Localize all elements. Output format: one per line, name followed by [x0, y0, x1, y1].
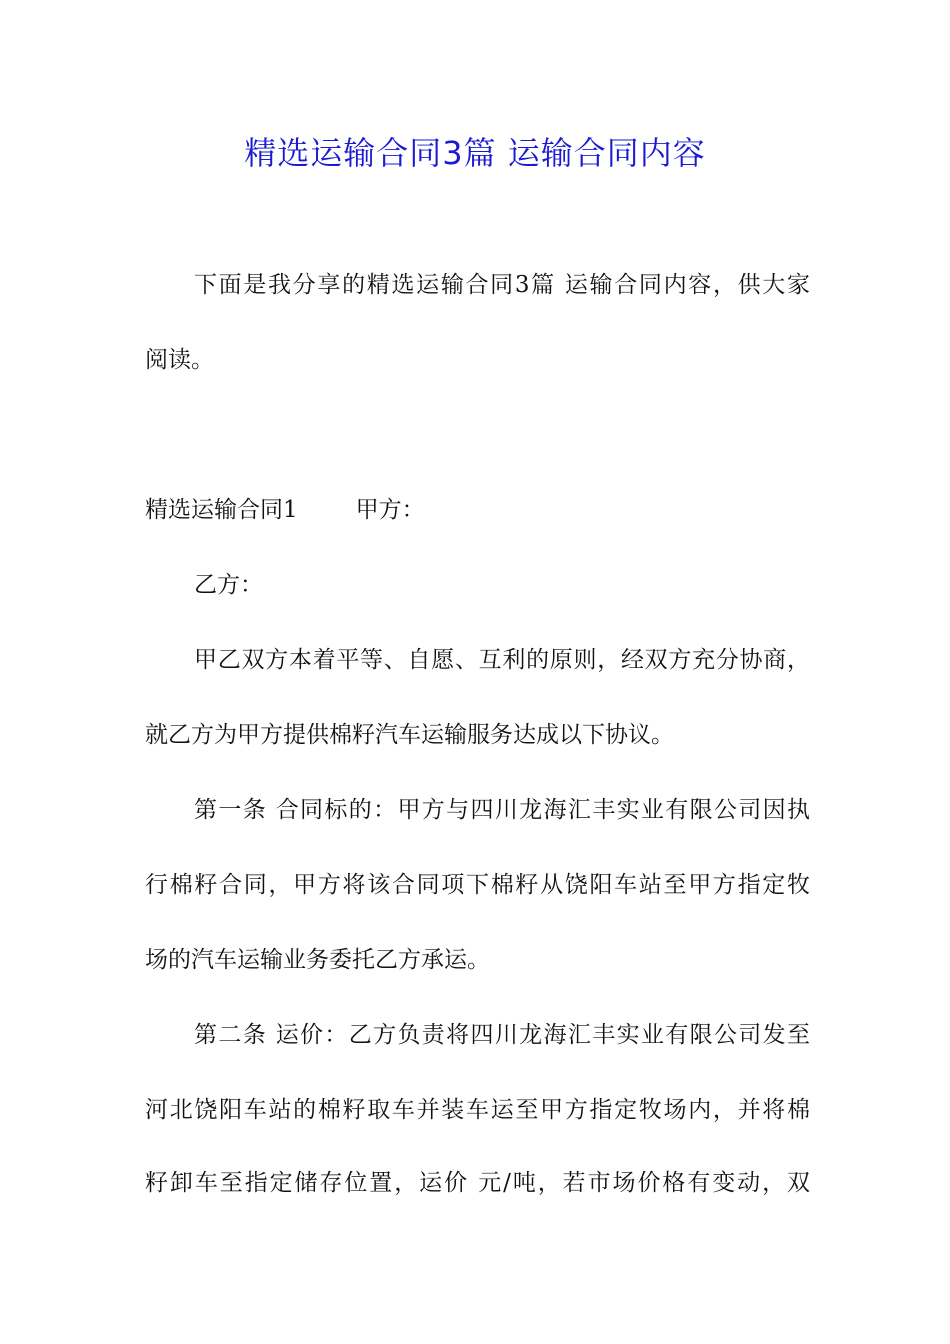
contract-heading-row: [145, 495, 810, 525]
article2-line-1: 第二条 运价：乙方负责将四川龙海汇丰实业有限公司发至: [194, 1022, 810, 1048]
article2-line-3: 籽卸车至指定储存位置，运价 元/吨，若市场价格有变动，双: [145, 1170, 810, 1196]
article2-line-2: 河北饶阳车站的棉籽取车并装车运至甲方指定牧场内，并将棉: [145, 1097, 810, 1123]
document-title: 精选运输合同3篇 运输合同内容: [244, 134, 706, 172]
party-b-label: 乙方：: [194, 572, 263, 598]
intro-line-2: 阅读。: [145, 347, 214, 373]
party-a-label: 甲方：: [355, 497, 425, 523]
article1-line-1: 第一条 合同标的：甲方与四川龙海汇丰实业有限公司因执: [194, 797, 810, 823]
preamble-line-2: 就乙方为甲方提供棉籽汽车运输服务达成以下协议。: [145, 722, 674, 748]
article1-line-3: 场的汽车运输业务委托乙方承运。: [145, 947, 490, 973]
contract-heading: 精选运输合同1: [145, 497, 298, 523]
article1-line-2: 行棉籽合同，甲方将该合同项下棉籽从饶阳车站至甲方指定牧: [145, 872, 810, 898]
intro-line-1: 下面是我分享的精选运输合同3篇 运输合同内容，供大家: [194, 272, 810, 298]
preamble-line-1: 甲乙双方本着平等、自愿、互利的原则，经双方充分协商，: [194, 647, 810, 673]
